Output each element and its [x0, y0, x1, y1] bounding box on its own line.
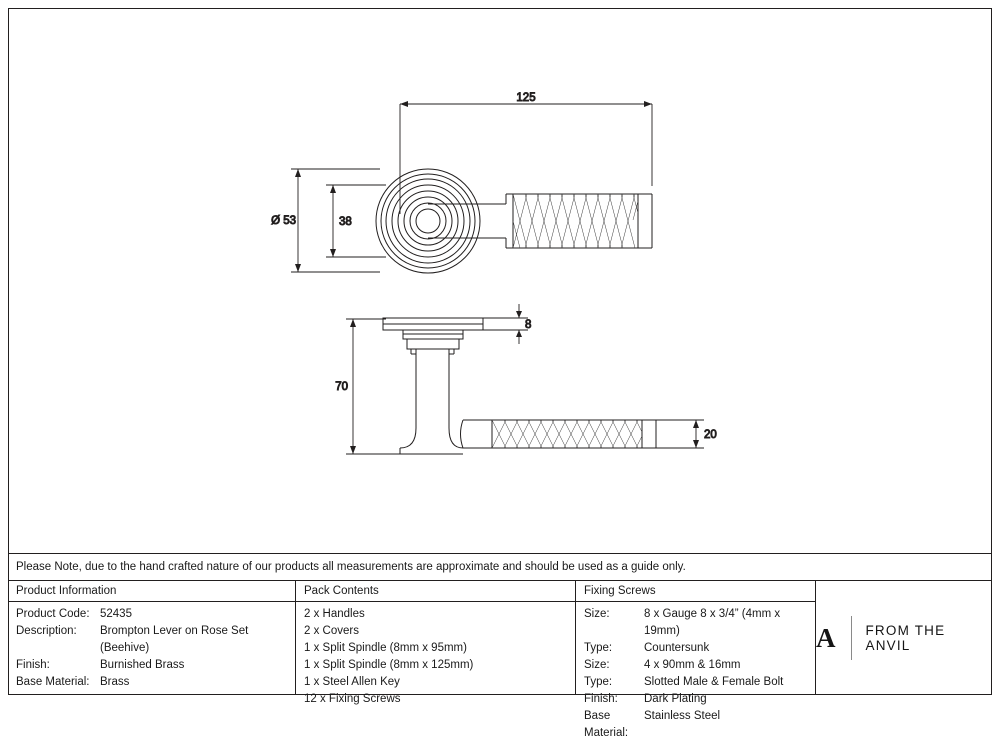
drawing-area	[8, 8, 992, 553]
fixing-screws-header: Fixing Screws	[576, 581, 815, 602]
dimension-label-125: 125	[516, 92, 536, 104]
product-information-body	[8, 602, 295, 691]
fixing-screws-value: 4 x 90mm & 16mm	[644, 659, 741, 671]
pack-contents-column	[296, 581, 576, 705]
dimension-label-8: 8	[525, 319, 532, 331]
dimension-rose-thickness	[483, 304, 528, 344]
measurement-note	[8, 553, 992, 581]
product-info-row	[16, 606, 295, 623]
fixing-screws-key: Type:	[584, 676, 613, 688]
pack-contents-body	[296, 602, 575, 708]
rose-beehive-plan	[376, 169, 480, 273]
product-info-key	[16, 640, 100, 657]
dimension-rose-diameter	[291, 169, 380, 272]
fixing-screws-key: Base Material:	[584, 710, 629, 739]
anvil-a-icon: A	[816, 622, 835, 653]
fixing-screws-row	[584, 674, 815, 691]
dimension-rose-depth	[326, 185, 386, 257]
product-info-row	[16, 674, 295, 691]
dimension-label-70: 70	[335, 381, 348, 393]
rose-plate-elevation	[383, 318, 483, 349]
specification-table	[8, 581, 992, 739]
dimension-label-rose-diameter: Ø 53	[271, 215, 296, 227]
fixing-screws-row	[584, 657, 815, 674]
brand-logo	[816, 581, 992, 695]
pack-contents-item: 2 x Covers	[304, 625, 359, 637]
fixing-screws-row	[584, 691, 815, 708]
drawing-svg	[8, 8, 992, 553]
lever-grip-elevation	[461, 420, 657, 448]
knurl-texture-plan	[513, 194, 638, 248]
product-info-key: Product Code:	[16, 608, 90, 620]
fixing-screws-value: Countersunk	[644, 642, 710, 654]
dimension-label-38: 38	[339, 216, 352, 228]
dimension-projection	[346, 319, 400, 454]
product-info-value: Burnished Brass	[100, 659, 185, 671]
pack-contents-item: 2 x Handles	[304, 608, 365, 620]
pack-contents-item: 1 x Steel Allen Key	[304, 676, 400, 688]
fixing-screws-key: Size:	[584, 659, 610, 671]
product-information-header: Product Information	[8, 581, 295, 602]
product-info-key: Finish:	[16, 659, 50, 671]
product-info-row	[16, 623, 295, 640]
logo-divider	[851, 616, 852, 660]
fixing-screws-column	[576, 581, 816, 739]
fixing-screws-body	[576, 602, 815, 742]
product-info-key: Description:	[16, 625, 77, 637]
fixing-screws-value: Slotted Male & Female Bolt	[644, 676, 784, 688]
lever-bar-plan	[428, 194, 652, 248]
product-info-row	[16, 657, 295, 674]
pack-contents-header: Pack Contents	[296, 581, 575, 602]
fixing-screws-value: 8 x Gauge 8 x 3/4” (4mm x 19mm)	[644, 608, 781, 637]
lever-neck-elevation	[400, 349, 463, 454]
brand-name: FROM THE ANVIL	[865, 623, 946, 653]
pack-contents-item: 1 x Split Spindle (8mm x 125mm)	[304, 659, 474, 671]
fixing-screws-value: Dark Plating	[644, 693, 707, 705]
pack-contents-item: 12 x Fixing Screws	[304, 693, 401, 705]
knurl-texture-elevation	[492, 420, 642, 448]
fixing-screws-key: Finish:	[584, 693, 618, 705]
fixing-screws-row	[584, 708, 815, 742]
product-info-key: Base Material:	[16, 676, 90, 688]
product-info-value: Brompton Lever on Rose Set	[100, 625, 249, 637]
product-info-value: Brass	[100, 676, 130, 688]
fixing-screws-key: Type:	[584, 642, 613, 654]
product-information-column	[8, 581, 296, 695]
product-info-row	[16, 640, 295, 657]
fixing-screws-value: Stainless Steel	[644, 710, 721, 722]
measurement-note-text: Please Note, due to the hand crafted nature of our products all measurements are approximate and should be used as a guide only.	[16, 561, 686, 573]
dimension-grip-diameter	[656, 420, 704, 448]
dimension-label-20: 20	[704, 429, 717, 441]
product-info-value: (Beehive)	[100, 642, 150, 654]
pack-contents-item: 1 x Split Spindle (8mm x 95mm)	[304, 642, 467, 654]
product-info-value: 52435	[100, 608, 132, 620]
fixing-screws-key: Size:	[584, 608, 610, 620]
fixing-screws-row	[584, 640, 815, 657]
fixing-screws-row	[584, 606, 815, 640]
